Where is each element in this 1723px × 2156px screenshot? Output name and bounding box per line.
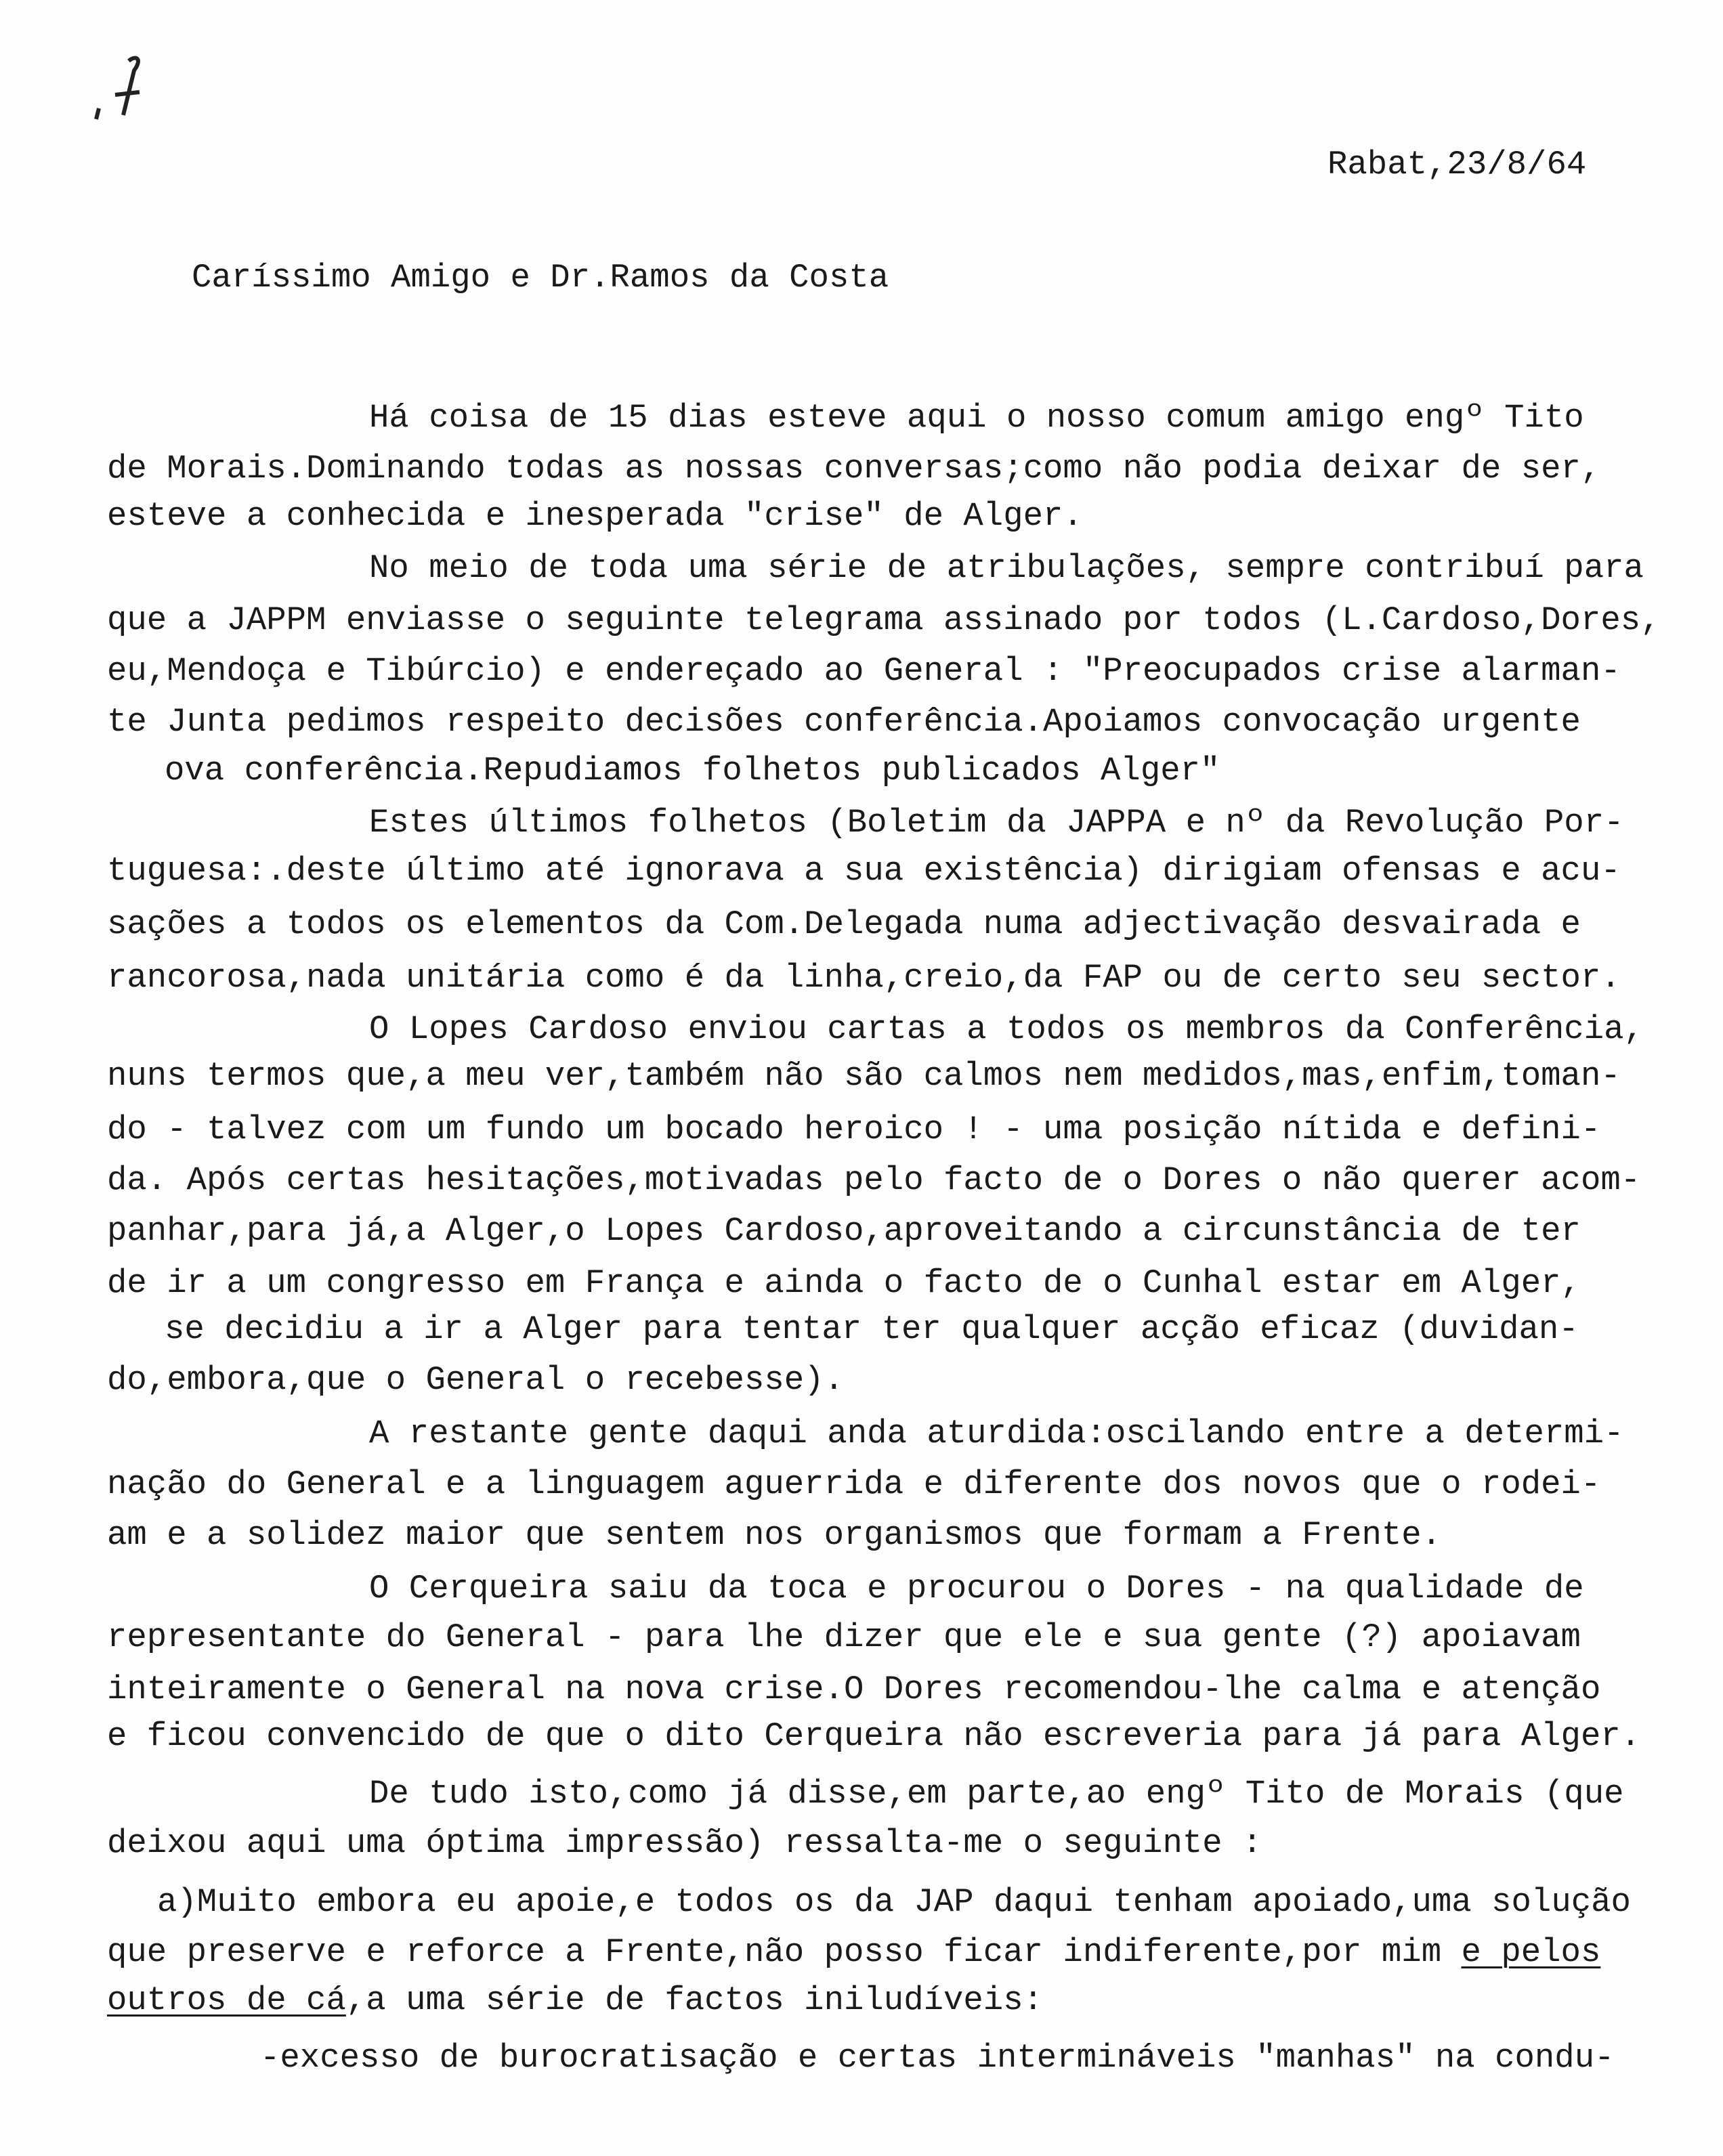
letter-line <box>107 645 1621 697</box>
letter-line <box>107 952 1621 1004</box>
letter-line <box>107 1509 1441 1561</box>
letter-line <box>369 542 1644 594</box>
line-text: de Morais.Dominando todas as nossas conversas;como não podia deixar de ser, <box>107 450 1601 488</box>
line-text: O Cerqueira saiu da toca e procurou o Dores - na qualidade de <box>369 1570 1584 1608</box>
line-text: se decidiu a ir a Alger para tentar ter qualquer acção eficaz (duvidan- <box>165 1310 1579 1348</box>
line-text: representante do General - para lhe dizer que ele e sua gente (?) apoiavam <box>107 1618 1581 1656</box>
letter-line <box>369 797 1624 848</box>
line-text: e ficou convencido de que o dito Cerqueira não escreveria para já para Alger. <box>107 1717 1641 1755</box>
letter-line <box>107 1817 1262 1869</box>
letter-line <box>165 1303 1579 1355</box>
handwritten-mark-icon <box>88 54 169 135</box>
letter-line <box>369 1408 1624 1459</box>
letter-line <box>369 1004 1644 1055</box>
line-text: tuguesa:.deste último até ignorava a sua existência) dirigiam ofensas e acu- <box>107 852 1621 890</box>
letter-line <box>107 845 1621 897</box>
letter-line <box>107 1612 1581 1663</box>
letter-line <box>107 1710 1640 1762</box>
letter-line <box>107 443 1600 494</box>
letter-line <box>107 1975 1043 2026</box>
line-text: Estes últimos folhetos (Boletim da JAPPA e nº da Revolução Por- <box>369 804 1624 842</box>
letter-line <box>369 1563 1584 1614</box>
line-text: panhar,para já,a Alger,o Lopes Cardoso,aproveitando a circunstância de ter <box>107 1212 1581 1250</box>
line-text: eu,Mendoça e Tibúrcio) e endereçado ao General : "Preocupados crise alarman- <box>107 652 1621 690</box>
line-text: esteve a conhecida e inesperada "crise" de Alger. <box>107 497 1083 535</box>
line-text: De tudo isto,como já disse,em parte,ao engº Tito de Morais (que <box>369 1775 1624 1813</box>
letter-line <box>107 595 1661 646</box>
letter-salutation: Caríssimo Amigo e Dr.Ramos da Costa <box>192 259 889 297</box>
letter-line <box>107 1926 1600 1978</box>
line-text: ova conferência.Repudiamos folhetos publicados Alger" <box>165 752 1220 790</box>
line-text: ,a uma série de factos iniludíveis: <box>345 1981 1044 2019</box>
letter-date: Rabat,23/8/64 <box>1327 146 1587 184</box>
letter-line <box>260 2032 1615 2084</box>
line-text: deixou aqui uma óptima impressão) ressalta-me o seguinte : <box>107 1824 1262 1862</box>
line-text: da. Após certas hesitações,motivadas pelo facto de o Dores o não querer acom- <box>107 1161 1641 1199</box>
line-text: No meio de toda uma série de atribulações, sempre contribuí para <box>369 549 1644 587</box>
line-text: nação do General e a linguagem aguerrida e diferente dos novos que o rodei- <box>107 1465 1601 1503</box>
letter-line <box>107 899 1581 950</box>
letter-line <box>369 392 1584 444</box>
line-text: Há coisa de 15 dias esteve aqui o nosso comum amigo engº Tito <box>369 399 1584 437</box>
letter-line <box>107 1205 1581 1257</box>
line-text: te Junta pedimos respeito decisões conferência.Apoiamos convocação urgente <box>107 703 1581 741</box>
letter-line <box>157 1876 1631 1928</box>
letter-line <box>107 1354 844 1406</box>
letter-line <box>107 1459 1600 1510</box>
letter-line <box>107 490 1083 542</box>
letter-line <box>107 1104 1600 1155</box>
line-text: -excesso de burocratisação e certas intermináveis "manhas" na condu- <box>260 2039 1615 2077</box>
letter-line <box>107 1155 1640 1206</box>
line-text: de ir a um congresso em França e ainda o facto de o Cunhal estar em Alger, <box>107 1264 1581 1302</box>
line-text: que a JAPPM enviasse o seguinte telegrama assinado por todos (L.Cardoso,Dores, <box>107 601 1661 639</box>
line-text: nuns termos que,a meu ver,também não são calmos nem medidos,mas,enfim,toman- <box>107 1057 1621 1095</box>
line-text: a)Muito embora eu apoie,e todos os da JAP daqui tenham apoiado,uma solução <box>157 1883 1631 1921</box>
letter-line <box>107 696 1581 748</box>
line-text: do - talvez com um fundo um bocado heroico ! - uma posição nítida e defini- <box>107 1111 1601 1148</box>
line-text: sações a todos os elementos da Com.Delegada numa adjectivação desvairada e <box>107 905 1581 943</box>
line-text: que preserve e reforce a Frente,não posso ficar indiferente,por mim <box>107 1933 1462 1971</box>
underlined-text: e pelos <box>1461 1933 1601 1971</box>
letter-line <box>107 1664 1600 1715</box>
line-text: am e a solidez maior que sentem nos organismos que formam a Frente. <box>107 1516 1442 1554</box>
line-text: A restante gente daqui anda aturdida:oscilando entre a determi- <box>369 1415 1624 1452</box>
letter-line <box>107 1050 1621 1102</box>
underlined-text: outros de cá <box>107 1981 346 2019</box>
letter-line <box>107 1257 1581 1309</box>
line-text: rancorosa,nada unitária como é da linha,creio,da FAP ou de certo seu sector. <box>107 959 1621 997</box>
letter-line <box>369 1768 1624 1819</box>
line-text: do,embora,que o General o recebesse). <box>107 1361 844 1399</box>
line-text: inteiramente o General na nova crise.O Dores recomendou-lhe calma e atenção <box>107 1670 1601 1708</box>
line-text: O Lopes Cardoso enviou cartas a todos os membros da Conferência, <box>369 1010 1644 1048</box>
letter-line <box>165 745 1220 796</box>
